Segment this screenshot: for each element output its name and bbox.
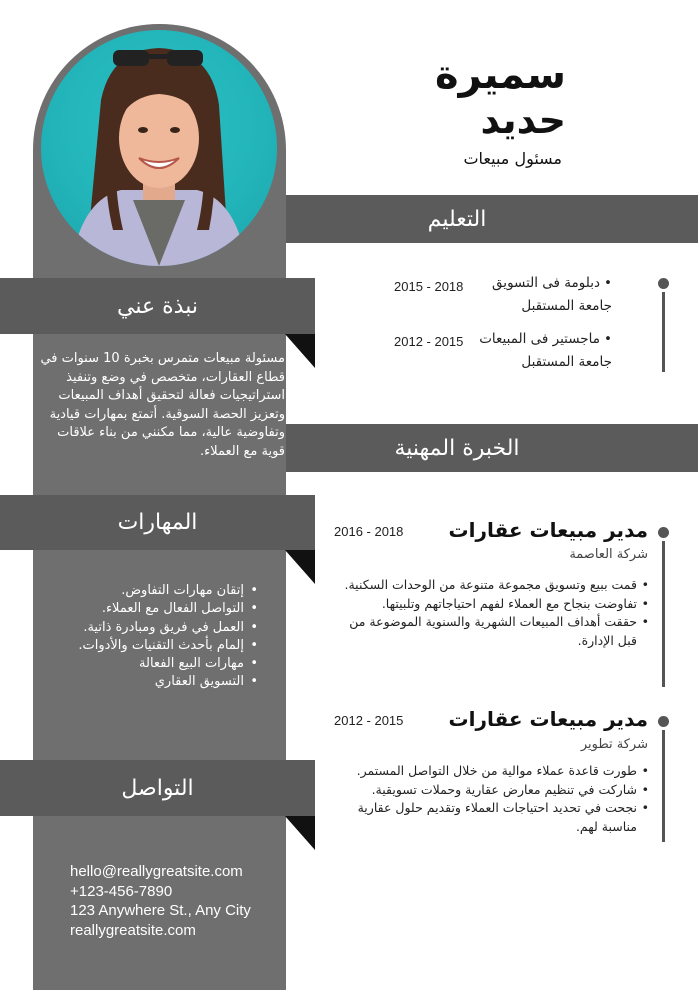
education-timeline-line (662, 292, 665, 372)
contact-address: 123 Anywhere St., Any City (70, 902, 251, 919)
education-timeline-dot (658, 278, 669, 289)
contact-email[interactable]: hello@reallygreatsite.com (70, 863, 243, 880)
contact-phone: +123-456-7890 (70, 882, 173, 900)
about-text: مسئولة مبيعات متمرس بخبرة 10 سنوات في قطاع العقارات، متخصص في وضع وتنفيذ استراتيجيات فعالة لتحقيق أهداف المبيعات وتعزيز الحصة السوقية. أتمتع بمهارات قيادية وتفاوضية عالية، مما مكنني من بناء علاقات قوية مع العملاء. (40, 351, 285, 459)
skills-list (50, 582, 260, 692)
profile-photo (41, 30, 277, 266)
experience-bullet: • نجحت في تحديد احتياجات العملاء وتقديم حلول عقارية مناسبة لهم. (330, 799, 650, 836)
experience-company-2: شركة تطوير (580, 737, 648, 752)
experience-bullet: • طورت قاعدة عملاء موالية من خلال التواصل المستمر. (330, 762, 650, 781)
experience-bullets-2 (330, 762, 650, 836)
education-school-1: جامعة المستقبل (521, 298, 612, 314)
skill-item: • العمل في فريق ومبادرة ذاتية. (50, 619, 260, 637)
experience-timeline-dot-2 (658, 716, 669, 727)
experience-timeline-line-2 (662, 730, 665, 842)
experience-bullets-1 (330, 576, 650, 650)
last-name: حديد (480, 98, 566, 142)
education-heading-bar (286, 195, 698, 243)
experience-bullet: • قمت ببيع وتسويق مجموعة متنوعة من الوحدات السكنية. (330, 576, 650, 595)
education-degree-2: ماجستير فى المبيعات (479, 331, 600, 347)
experience-heading: الخبرة المهنية (394, 435, 520, 461)
skill-item: • التسويق العقاري (50, 673, 260, 691)
experience-dates-1: 2016 - 2018 (334, 524, 404, 539)
experience-bullet: • شاركت في تنظيم معارض عقارية وحملات تسويقية. (330, 781, 650, 800)
about-heading: نبذة عني (117, 293, 198, 319)
contact-heading: التواصل (121, 775, 194, 801)
skill-item: • التواصل الفعال مع العملاء. (50, 600, 260, 618)
job-title: مسئول مبيعات (463, 149, 562, 168)
skills-corner-triangle (285, 550, 315, 584)
education-degree-1: دبلومة فى التسويق (492, 275, 600, 291)
skill-item: • إلمام بأحدث التقنيات والأدوات. (50, 637, 260, 655)
first-name: سميرة (435, 52, 566, 98)
education-dates-1: 2015 - 2018 (394, 279, 464, 294)
contact-website[interactable]: reallygreatsite.com (70, 921, 196, 939)
experience-timeline-line-1 (662, 541, 665, 687)
experience-heading-bar (286, 424, 698, 472)
skill-item: • مهارات البيع الفعالة (50, 655, 260, 673)
skills-heading: المهارات (117, 510, 198, 535)
experience-company-1: شركة العاصمة (569, 547, 648, 562)
experience-dates-2: 2012 - 2015 (334, 713, 404, 728)
about-corner-triangle (285, 334, 315, 368)
education-dates-2: 2012 - 2015 (394, 334, 464, 349)
skills-heading-bar (0, 495, 315, 550)
about-heading-bar (0, 278, 315, 334)
education-school-2: جامعة المستقبل (521, 354, 612, 370)
experience-bullet: • تفاوضت بنجاح مع العملاء لفهم احتياجاتهم وتلبيتها. (330, 595, 650, 614)
experience-title-1: مدير مبيعات عقارات (448, 518, 648, 542)
contact-heading-bar (0, 760, 315, 816)
education-item-1: • دبلومة فى التسويق جامعة المستقبل (452, 272, 612, 318)
experience-title-2: مدير مبيعات عقارات (448, 707, 648, 731)
contact-corner-triangle (285, 816, 315, 850)
education-item-2: • ماجستير فى المبيعات جامعة المستقبل (452, 328, 612, 374)
contact-block (70, 862, 251, 940)
education-heading: التعليم (427, 206, 487, 232)
skill-item: • إتقان مهارات التفاوض. (50, 582, 260, 600)
experience-bullet: • حققت أهداف المبيعات الشهرية والسنوية الموضوعة من قبل الإدارة. (330, 613, 650, 650)
experience-timeline-dot-1 (658, 527, 669, 538)
